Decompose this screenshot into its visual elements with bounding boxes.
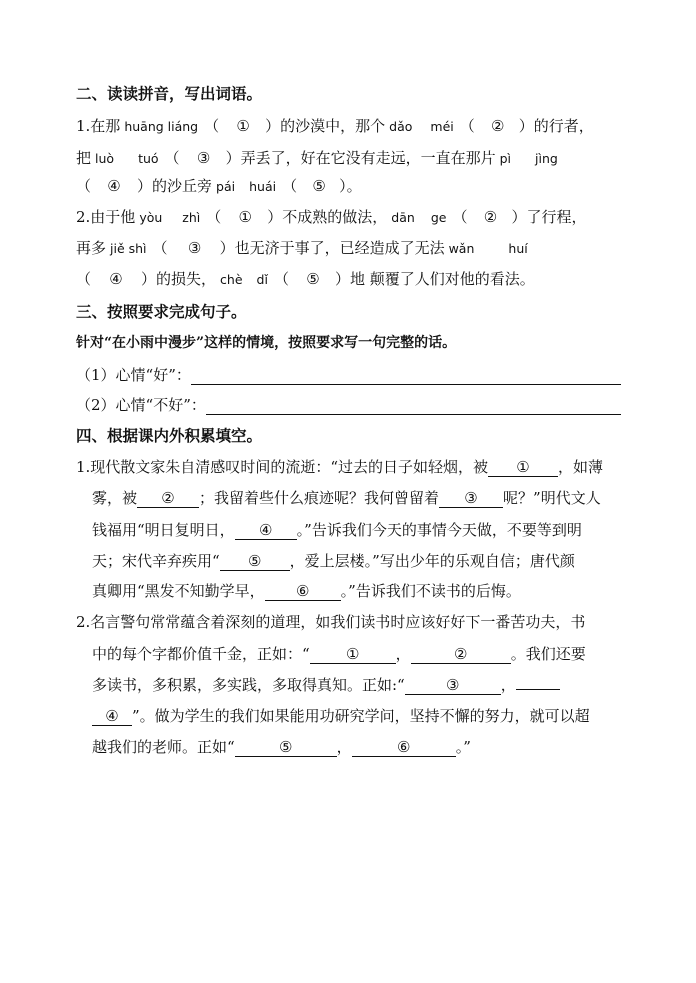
s4-q2-line3: 多读书，多积累，多实践，多取得真知。正如:“ ③ ， [92, 669, 621, 701]
s3-item2: （2）心情“不好”： [76, 389, 621, 421]
blank-4[interactable]: ④ [235, 521, 297, 540]
s2-q2-line2: 再多 jiě shì （ ③ ）也无济于事了，已经造成了无法 wǎn huí [76, 239, 528, 257]
s2-q1-line3: （ ④ ）的沙丘旁 pái huái （ ⑤ ）。 [76, 177, 362, 195]
blank-q2-3[interactable]: ③ [405, 676, 501, 695]
blank-2[interactable]: ② [137, 489, 199, 508]
s3-item1-answer-line[interactable] [191, 366, 621, 385]
section4-title: 四、根据课内外积累填空。 [76, 427, 263, 445]
s4-q1-line5: 真卿用“黑发不知勤学早， ⑥ 。”告诉我们不读书的后悔。 [92, 582, 521, 600]
s4-q2-line1: 2.名言警句常常蕴含着深刻的道理，如我们读书时应该好好下一番苦功夫，书 [76, 613, 586, 631]
s2-q2-line3: （ ④ ）的损失， chè dǐ （ ⑤ ）地 颠覆了人们对他的看法。 [76, 270, 535, 288]
s4-q2-line5: 越我们的老师。正如“ ⑤ ， ⑥ 。” [92, 738, 471, 756]
blank-5[interactable]: ⑤ [220, 552, 290, 571]
s4-q2-line4: ④ ”。做为学生的我们如果能用功研究学问，坚持不懈的努力，就可以超 [92, 700, 621, 732]
section3-instruction: 针对“在小雨中漫步”这样的情境，按照要求写一句完整的话。 [76, 335, 457, 351]
blank-q2-1[interactable]: ① [310, 645, 396, 664]
blank-q2-5[interactable]: ⑤ [235, 738, 337, 757]
s2-q1-line1: 1.在那 huāng liáng （ ① ）的沙漠中，那个 dǎo méi （ ② ）的行者， [76, 117, 594, 135]
section2-title: 二、读读拼音，写出词语。 [76, 85, 263, 103]
s3-item2-answer-line[interactable] [206, 396, 621, 415]
blank-q2-4[interactable]: ④ [92, 707, 132, 726]
s4-q1-line3: 钱福用“明日复明日， ④ 。”告诉我们今天的事情今天做，不要等到明 [92, 521, 582, 539]
blank-3[interactable]: ③ [439, 489, 503, 508]
s4-q1-line2: 雾，被 ② ；我留着些什么痕迹呢？我何曾留着 ③ 呢？”明代文人 [92, 489, 601, 507]
s4-q2-line2: 中的每个字都价值千金，正如：“ ① ， ② 。我们还要 [92, 645, 586, 663]
blank-6[interactable]: ⑥ [265, 582, 341, 601]
s2-q1-line2: 把 luò tuó （ ③ ）弄丢了，好在它没有走远，一直在那片 pì jìng [76, 149, 558, 167]
s2-q2-line1: 2.由于他 yòu zhì （ ① ）不成熟的做法， dān ge （ ② ）了行程， [76, 208, 587, 226]
s4-q1-line4: 天；宋代辛弃疾用“ ⑤ ，爱上层楼。”写出少年的乐观自信；唐代颜 [92, 552, 575, 570]
blank-1[interactable]: ① [488, 458, 558, 477]
s4-q1-line1: 1.现代散文家朱自清感叹时间的流逝：“过去的日子如轻烟，被 ① ，如薄 [76, 458, 603, 476]
section3-title: 三、按照要求完成句子。 [76, 303, 247, 321]
blank-q2-6[interactable]: ⑥ [352, 738, 456, 757]
blank-q2-2[interactable]: ② [411, 645, 511, 664]
s3-item1: （1）心情“好”： [76, 359, 621, 391]
blank-q2-4-start[interactable] [516, 671, 560, 690]
